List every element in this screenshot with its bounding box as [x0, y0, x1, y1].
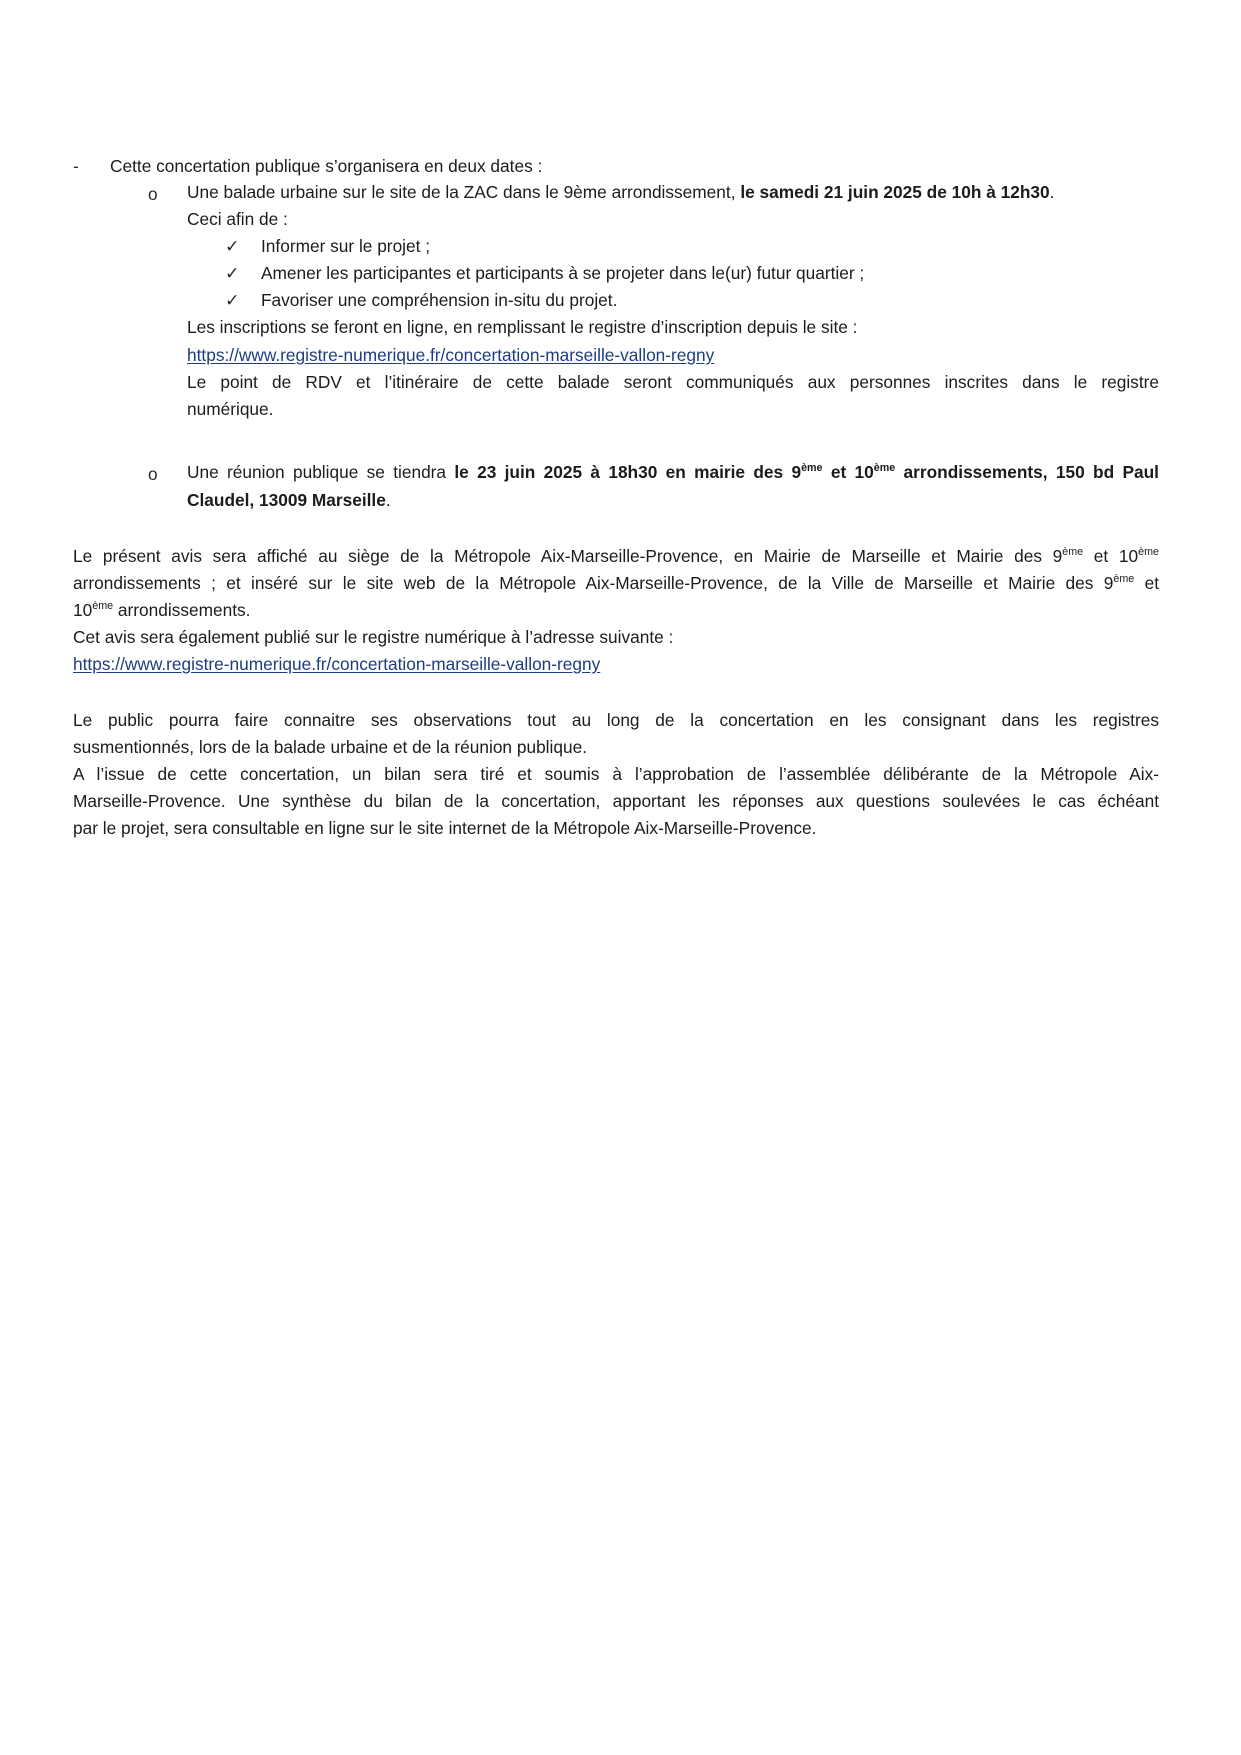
public-line2: susmentionnés, lors de la balade urbaine et de la réunion publique.	[73, 737, 587, 757]
public-line5: par le projet, sera consultable en ligne sur le site internet de la Métropole Aix-Marseille-Provence.	[73, 818, 817, 838]
intro-text: Cette concertation publique s’organisera en deux dates :	[110, 156, 543, 176]
event-balade-text: Une balade urbaine sur le site de la ZAC dans le 9ème arrondissement,	[187, 182, 741, 202]
avis-line4: Cet avis sera également publié sur le registre numérique à l’adresse suivante :	[73, 627, 674, 647]
circle-bullet-1: o	[148, 184, 158, 204]
avis-line1: Le présent avis sera affiché au siège de la Métropole Aix-Marseille-Provence, en Mairie de Marseille et Mairie des 9ème et 10ème	[73, 546, 1159, 566]
check-item-3: Favoriser une compréhension in-situ du projet.	[261, 290, 618, 310]
check-item-1: Informer sur le projet ;	[261, 236, 431, 256]
circle-bullet-2: o	[148, 464, 158, 484]
registre-link-1[interactable]: https://www.registre-numerique.fr/concertation-marseille-vallon-regny	[187, 345, 715, 365]
rdv-text-line2: numérique.	[187, 399, 274, 419]
rdv-text-line1: Le point de RDV et l’itinéraire de cette balade seront communiqués aux personnes inscrites dans le registre	[187, 372, 1159, 392]
avis-line3: 10ème arrondissements.	[73, 600, 251, 620]
registre-link-2[interactable]: https://www.registre-numerique.fr/concertation-marseille-vallon-regny	[73, 654, 601, 674]
event-reunion-line1: Une réunion publique se tiendra le 23 juin 2025 à 18h30 en mairie des 9ème et 10ème arrondissements, 150 bd Paul	[187, 462, 1159, 482]
public-line1: Le public pourra faire connaitre ses observations tout au long de la concertation en les consignant dans les registres	[73, 710, 1159, 730]
event-balade-date: le samedi 21 juin 2025 de 10h à 12h30	[740, 182, 1050, 202]
public-line3: A l’issue de cette concertation, un bilan sera tiré et soumis à l’approbation de l’assemblée délibérante de la Métropole Aix-	[73, 764, 1159, 784]
checkmark-icon: ✓	[225, 290, 240, 310]
afin-label: Ceci afin de :	[187, 209, 288, 229]
checkmark-icon: ✓	[225, 263, 240, 283]
event-reunion-line2: Claudel, 13009 Marseille.	[187, 490, 391, 510]
public-line4: Marseille-Provence. Une synthèse du bilan de la concertation, apportant les réponses aux questions soulevées le cas échéant	[73, 791, 1159, 811]
check-item-2: Amener les participantes et participants à se projeter dans le(ur) futur quartier ;	[261, 263, 865, 283]
event-balade-line: Une balade urbaine sur le site de la ZAC dans le 9ème arrondissement, le samedi 21 juin 2025 de 10h à 12h30.	[187, 182, 1055, 202]
inscriptions-text: Les inscriptions se feront en ligne, en remplissant le registre d’inscription depuis le site :	[187, 317, 858, 337]
avis-line2: arrondissements ; et inséré sur le site web de la Métropole Aix-Marseille-Provence, de la Ville de Marseille et Mairie des 9ème et	[73, 573, 1159, 593]
dash-bullet: -	[73, 156, 79, 176]
checkmark-icon: ✓	[225, 236, 240, 256]
